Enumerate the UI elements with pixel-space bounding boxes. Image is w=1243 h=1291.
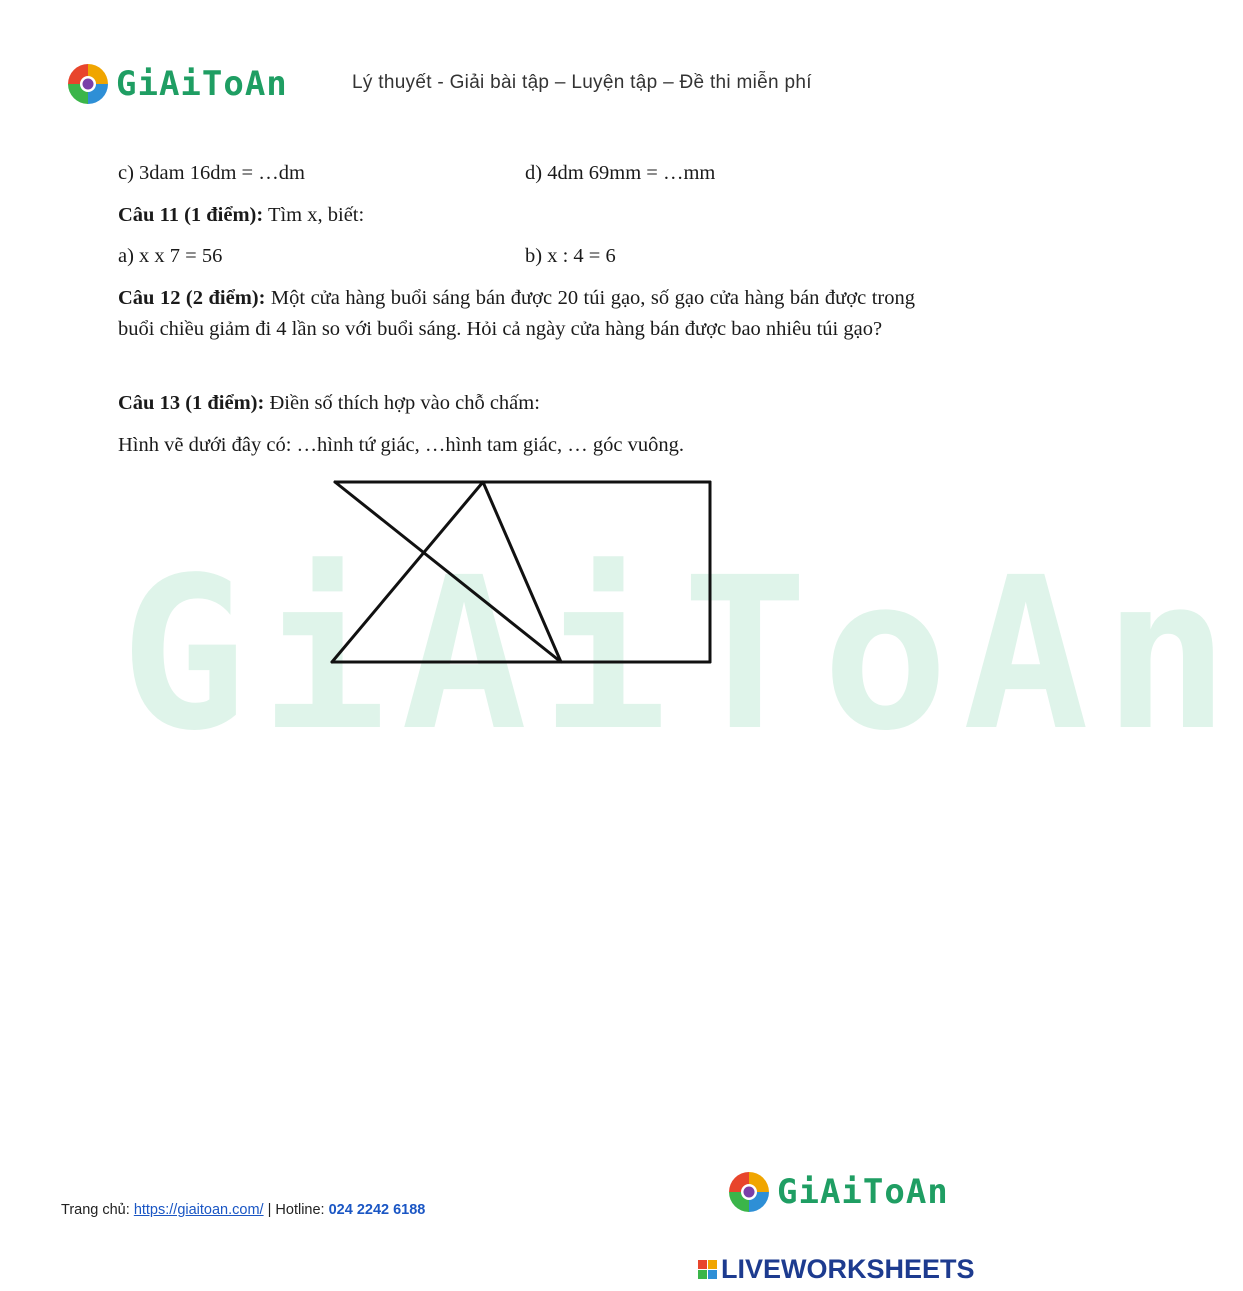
q10-c: c) 3dam 16dm = …dm	[118, 162, 305, 184]
header-tagline: Lý thuyết - Giải bài tập – Luyện tập – Đề thi miễn phí	[352, 72, 812, 93]
q11-text: Tìm x, biết:	[263, 204, 365, 226]
figure-left-slant	[332, 482, 483, 662]
liveworksheets-label: LIVEWORKSHEETS	[721, 1254, 975, 1284]
q11-label: Câu 11 (1 điểm):	[118, 204, 264, 226]
giaitoan-logo-icon	[66, 62, 110, 106]
q13-text: Điền số thích hợp vào chỗ chấm:	[264, 392, 540, 414]
liveworksheets-logo-icon	[698, 1260, 717, 1279]
giaitoan-logo-icon	[727, 1170, 771, 1214]
footer-hotline: 024 2242 6188	[328, 1202, 426, 1218]
q13-prompt: Hình vẽ dưới đây có: …hình tứ giác, …hình tam giác, … góc vuông.	[118, 434, 684, 456]
q11-heading	[118, 202, 364, 228]
figure-diagonal-line	[335, 482, 561, 662]
figure-right-slant	[483, 482, 561, 662]
footer-home-label: Trang chủ:	[61, 1202, 134, 1218]
q12-text: Một cửa hàng buổi sáng bán được 20 túi gạo, số gạo cửa hàng bán được trong buổi chiều giảm đi 4 lần so với buổi sáng. Hỏi cả ngày cửa hàng bán được bao nhiêu túi gạo?	[118, 287, 915, 340]
q10-d: d) 4dm 69mm = …mm	[525, 162, 716, 184]
brand-name: GiAiToAn	[116, 64, 288, 104]
q11-b: b) x : 4 = 6	[525, 245, 616, 267]
footer-brand	[727, 1170, 949, 1214]
watermark: GiAiToAn	[120, 532, 1243, 777]
footer-home-link[interactable]: https://giaitoan.com/	[133, 1202, 264, 1218]
q11-a: a) x x 7 = 56	[118, 245, 223, 267]
geometry-figure	[320, 470, 720, 670]
q13-label: Câu 13 (1 điểm):	[118, 392, 265, 414]
header-brand	[66, 62, 288, 106]
q13-heading	[118, 390, 540, 416]
q12-paragraph	[118, 283, 915, 345]
footer-separator: | Hotline:	[263, 1202, 329, 1218]
footer-contact	[61, 1202, 425, 1218]
liveworksheets-badge[interactable]	[698, 1254, 975, 1285]
q12-label: Câu 12 (2 điểm):	[118, 287, 266, 309]
footer-brand-name: GiAiToAn	[777, 1172, 949, 1212]
